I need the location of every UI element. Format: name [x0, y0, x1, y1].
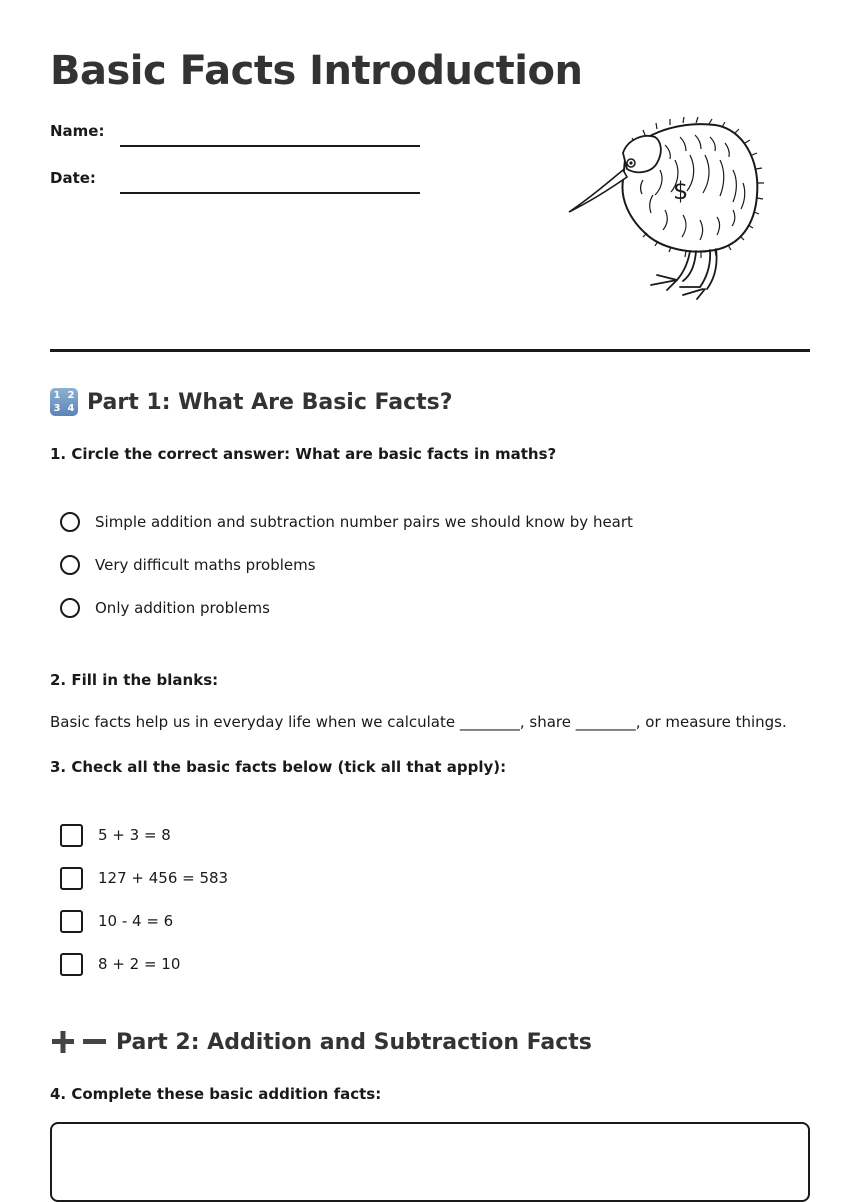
plus-minus-icon: [50, 1028, 108, 1056]
part1-heading-text: Part 1: What Are Basic Facts?: [87, 389, 453, 415]
q3-option-label: 127 + 456 = 583: [98, 869, 229, 887]
date-write-line[interactable]: [120, 192, 420, 194]
question-3-text: 3. Check all the basic facts below (tick all that apply):: [50, 758, 507, 776]
icon-digit: 2: [67, 390, 75, 401]
q3-option-2[interactable]: [60, 865, 228, 891]
date-label: Date:: [50, 169, 96, 187]
part2-heading-text: Part 2: Addition and Subtraction Facts: [116, 1029, 592, 1055]
q1-option-label: Very difficult maths problems: [95, 556, 316, 574]
icon-digit: 3: [53, 403, 61, 414]
q1-option-1[interactable]: [60, 509, 633, 535]
q1-option-2[interactable]: [60, 552, 316, 578]
question-4-text: 4. Complete these basic addition facts:: [50, 1085, 382, 1103]
q1-option-3[interactable]: [60, 595, 270, 621]
question-2-text: 2. Fill in the blanks:: [50, 671, 219, 689]
q3-option-1[interactable]: [60, 822, 171, 848]
icon-digit: 4: [67, 403, 75, 414]
date-field-row: [50, 169, 430, 199]
radio-circle-icon[interactable]: [60, 555, 80, 575]
page-title: Basic Facts Introduction: [50, 48, 583, 94]
name-field-row: [50, 122, 430, 152]
part2-heading: [50, 1028, 592, 1056]
q3-option-3[interactable]: [60, 908, 173, 934]
q3-option-4[interactable]: [60, 951, 180, 977]
kiwi-bird-illustration: [565, 115, 765, 300]
radio-circle-icon[interactable]: [60, 512, 80, 532]
q3-option-label: 8 + 2 = 10: [98, 955, 181, 973]
checkbox-square-icon[interactable]: [60, 953, 83, 976]
q3-option-label: 5 + 3 = 8: [98, 826, 171, 844]
q3-option-label: 10 - 4 = 6: [98, 912, 174, 930]
fill-blank-sentence: Basic facts help us in everyday life when we calculate ________, share ________, or measure things.: [50, 713, 787, 731]
radio-circle-icon[interactable]: [60, 598, 80, 618]
name-label: Name:: [50, 122, 105, 140]
question-1-text: 1. Circle the correct answer: What are basic facts in maths?: [50, 445, 557, 463]
kiwi-dollar-symbol: $: [673, 177, 689, 205]
q1-option-label: Only addition problems: [95, 599, 270, 617]
part1-heading: [50, 388, 453, 416]
checkbox-square-icon[interactable]: [60, 824, 83, 847]
name-write-line[interactable]: [120, 145, 420, 147]
checkbox-square-icon[interactable]: [60, 910, 83, 933]
addition-facts-box[interactable]: [50, 1122, 810, 1202]
q1-option-label: Simple addition and subtraction number pairs we should know by heart: [95, 513, 633, 531]
input-numbers-icon: [50, 388, 78, 416]
header-divider: [50, 349, 810, 352]
icon-digit: 1: [53, 390, 61, 401]
checkbox-square-icon[interactable]: [60, 867, 83, 890]
